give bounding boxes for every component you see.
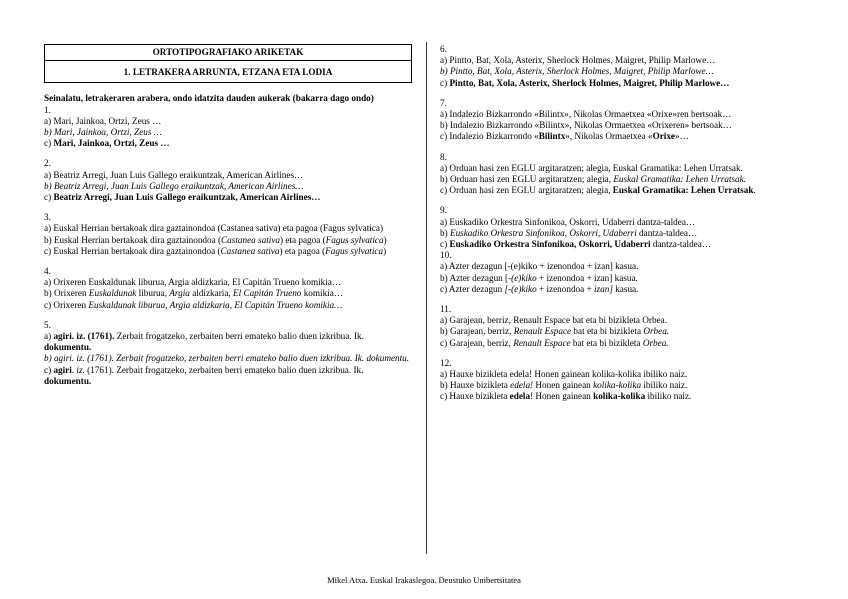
option-b: b) Garajean, berriz, Renault Espace bat eta bi bizikleta Orbea. bbox=[440, 326, 670, 337]
option-b: b) Azter dezagun [-(e)kiko + izenondoa + izan] kasua. bbox=[440, 272, 638, 283]
exercise-number: 4. bbox=[44, 266, 51, 277]
exercise-number: 2. bbox=[44, 158, 51, 169]
option-b: b) Orduan hasi zen EGLU argitaratzen; alegia, Euskal Gramatika: Lehen Urratsak. bbox=[440, 174, 747, 185]
option-c: c) agiri. iz. (1761). Zerbait frogatzeko, zerbaiten berri emateko balio duen izkribua. Ik. dokumentu. bbox=[44, 364, 364, 386]
exercise-number: 8. bbox=[440, 151, 447, 162]
option-c: c) Euskadiko Orkestra Sinfonikoa, Oskorri, Udaberri dantza-taldea… bbox=[440, 239, 712, 250]
exercise-number: 5. bbox=[44, 319, 51, 330]
option-a: a) Azter dezagun [-(e)kiko + izenondoa + izan] kasua. bbox=[440, 261, 639, 272]
option-b: b) Hauxe bizikleta edela! Honen gainean kolika-kolika ibiliko naiz. bbox=[440, 380, 688, 391]
option-a: a) Mari, Jainkoa, Ortzi, Zeus … bbox=[44, 115, 162, 126]
exercise-number: 9. bbox=[440, 205, 447, 216]
option-c: c) Pintto, Bat, Xola, Asterix, Sherlock Holmes, Maigret, Philip Marlowe… bbox=[440, 77, 730, 88]
option-a: a) Beatriz Arregi, Juan Luis Gallego eraikuntzak, American Airlines… bbox=[44, 169, 304, 180]
option-b: b) Pintto, Bat, Xola, Asterix, Sherlock Holmes, Maigret, Philip Marlowe… bbox=[440, 66, 714, 77]
option-a: a) Garajean, berriz, Renault Espace bat eta bi bizikleta Orbea. bbox=[440, 315, 668, 326]
option-c: c) Euskal Herrian bertakoak dira gaztainondoa (Castanea sativa) eta pagoa (Fagus sylvatica) bbox=[44, 245, 387, 256]
page-subtitle: 1. LETRAKERA ARRUNTA, ETZANA ETA LODIA bbox=[45, 60, 411, 82]
option-a: a) Hauxe bizikleta edela! Honen gainean kolika-kolika ibiliko naiz. bbox=[440, 369, 688, 380]
option-a: a) Orixeren Euskaldunak liburua, Argia aldizkaria, El Capitán Trueno komikia… bbox=[44, 277, 342, 288]
instruction: Seinalatu, letrakeraren arabera, ondo idatzita dauden aukerak (bakarra dago ondo) bbox=[44, 93, 374, 104]
right-column bbox=[440, 44, 800, 403]
option-c: c) Orduan hasi zen EGLU argitaratzen; alegia, Euskal Gramatika: Lehen Urratsak. bbox=[440, 185, 756, 196]
option-c: c) Azter dezagun [-(e)kiko + izenondoa + izan] kasua. bbox=[440, 283, 639, 294]
exercise-number: 3. bbox=[44, 212, 51, 223]
exercise-number: 12. bbox=[440, 357, 452, 368]
exercise-number: 11. bbox=[440, 304, 452, 315]
option-c: c) Beatriz Arregi, Juan Luis Gallego eraikuntzak, American Airlines… bbox=[44, 192, 321, 203]
column-divider bbox=[426, 42, 427, 554]
exercise-number: 7. bbox=[440, 97, 447, 108]
title-box bbox=[44, 44, 412, 83]
option-c: c) Orixeren Euskaldunak liburua, Argia aldizkaria, El Capitán Trueno komikia… bbox=[44, 299, 343, 310]
option-c: c) Indalezio Bizkarrondo «Bilintx», Nikolas Ormaetxea «Orixe»… bbox=[440, 131, 689, 142]
exercise-number: 1. bbox=[44, 104, 51, 115]
option-a: a) Euskal Herrian bertakoak dira gaztainondoa (Castanea sativa) eta pagoa (Fagus sylvatica) bbox=[44, 223, 384, 234]
option-a: a) agiri. iz. (1761). Zerbait frogatzeko, zerbaiten berri emateko balio duen izkribua. Ik. dokumentu. bbox=[44, 331, 364, 353]
option-b: b) agiri. iz. (1761). Zerbait frogatzeko, zerbaiten berri emateko balio duen izkribua. Ik. dokumentu. bbox=[44, 353, 410, 364]
option-c: c) Mari, Jainkoa, Ortzi, Zeus … bbox=[44, 138, 170, 149]
exercise-number: 10. bbox=[440, 250, 452, 261]
left-column bbox=[44, 44, 412, 387]
option-b: b) Mari, Jainkoa, Ortzi, Zeus … bbox=[44, 127, 162, 138]
option-c: c) Garajean, berriz, Renault Espace bat eta bi bizikleta Orbea. bbox=[440, 337, 669, 348]
option-a: a) Pintto, Bat, Xola, Asterix, Sherlock Holmes, Maigret, Philip Marlowe… bbox=[440, 55, 716, 66]
option-a: a) Orduan hasi zen EGLU argitaratzen; alegia, Euskal Gramatika: Lehen Urratsak. bbox=[440, 162, 743, 173]
option-a: a) Euskadiko Orkestra Sinfonikoa, Oskorri, Udaberri dantza-taldea… bbox=[440, 216, 696, 227]
page-title: ORTOTIPOGRAFIAKO ARIKETAK bbox=[152, 47, 304, 57]
page-footer: Mikel Atxa. Euskal Irakaslegoa. Deustuko Unibertsitatea bbox=[327, 575, 521, 585]
option-c: c) Hauxe bizikleta edela! Honen gainean kolika-kolika ibiliko naiz. bbox=[440, 391, 692, 402]
option-b: b) Euskadiko Orkestra Sinfonikoa, Oskorri, Udaberri dantza-taldea… bbox=[440, 227, 698, 238]
option-b: b) Beatriz Arregi, Juan Luis Gallego eraikuntzak, American Airlines… bbox=[44, 180, 304, 191]
exercise-number: 6. bbox=[440, 44, 447, 54]
option-b: b) Orixeren Euskaldunak liburua, Argia aldizkaria, El Capitán Trueno komikia… bbox=[44, 288, 344, 299]
option-b: b) Euskal Herrian bertakoak dira gaztainondoa (Castanea sativa) eta pagoa (Fagus sylvatica) bbox=[44, 234, 387, 245]
option-b: b) Indalezio Bizkarrondo «Bilintx», Nikolas Ormaetxea «Orixeren» bertsoak… bbox=[440, 120, 732, 131]
option-a: a) Indalezio Bizkarrondo «Bilintx», Nikolas Ormaetxea «Orixe»ren bertsoak… bbox=[440, 109, 732, 120]
